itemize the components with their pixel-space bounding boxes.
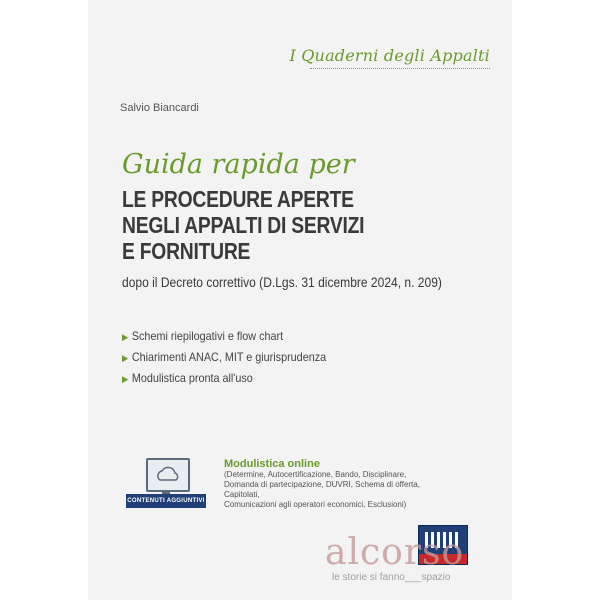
- online-content-device: [126, 458, 206, 512]
- watermark-brand: alcorso: [325, 532, 465, 573]
- title-line-1: LE PROCEDURE APERTE: [122, 186, 354, 212]
- feature-item: ▶ Chiarimenti ANAC, MIT e giurisprudenza: [122, 350, 327, 364]
- triangle-bullet-icon: ▶: [122, 353, 129, 363]
- online-forms-line: Comunicazioni agli operatori economici, Esclusioni): [224, 500, 407, 509]
- online-forms-line: (Determine, Autocertificazione, Bando, Disciplinare,: [224, 470, 407, 479]
- monitor-cloud-icon: [146, 458, 190, 492]
- triangle-bullet-icon: ▶: [122, 332, 129, 342]
- title-line-3: E FORNITURE: [122, 238, 251, 264]
- book-cover: [88, 0, 512, 600]
- triangle-bullet-icon: ▶: [122, 374, 129, 384]
- guida-heading: Guida rapida per: [122, 149, 355, 180]
- feature-list: [122, 326, 349, 389]
- series-title: I Quaderni degli Appalti: [289, 46, 490, 65]
- additional-content-badge: CONTENUTI AGGIUNTIVI: [126, 494, 206, 508]
- series-divider: [310, 68, 490, 69]
- watermark-tagline: le storie si fanno___spazio: [332, 572, 451, 583]
- title-line-2: NEGLI APPALTI DI SERVIZI: [122, 212, 365, 238]
- book-subtitle: dopo il Decreto correttivo (D.Lgs. 31 dicembre 2024, n. 209): [122, 274, 442, 290]
- book-title: [122, 186, 433, 264]
- feature-item: ▶ Modulistica pronta all'uso: [122, 371, 253, 385]
- online-forms-title: Modulistica online: [224, 458, 320, 470]
- online-forms-section: [224, 458, 434, 510]
- online-forms-line: Domanda di partecipazione, DUVRI, Schema di offerta, Capitolati,: [224, 480, 420, 499]
- feature-item: ▶ Schemi riepilogativi e flow chart: [122, 329, 284, 343]
- author-name: Salvio Biancardi: [120, 102, 199, 114]
